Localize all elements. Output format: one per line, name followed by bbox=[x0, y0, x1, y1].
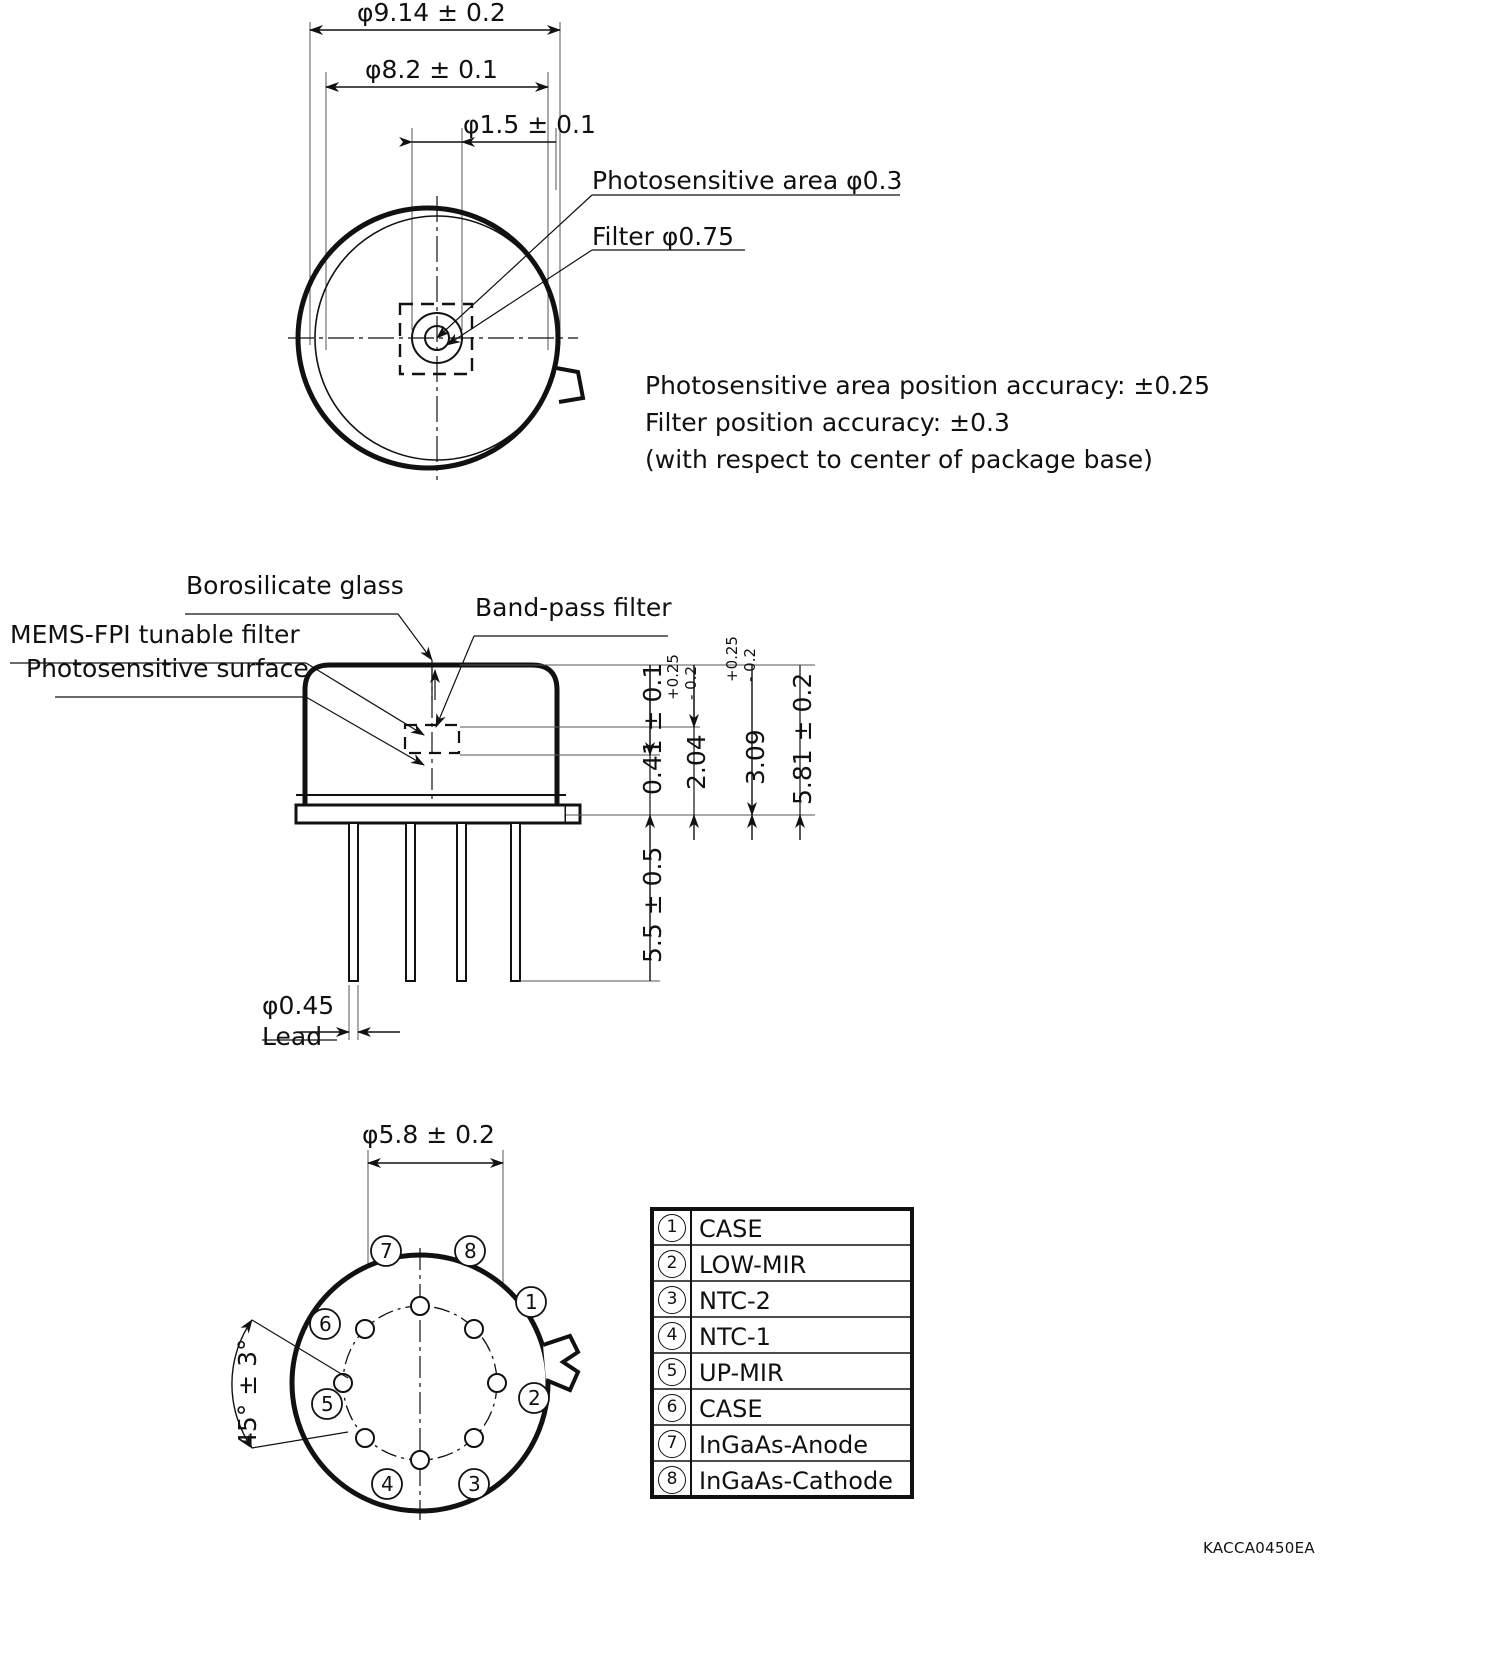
pin-table-row-number bbox=[658, 1394, 686, 1422]
dim-inner-diameter: φ8.2 ± 0.1 bbox=[365, 55, 498, 84]
label-borosilicate-glass: Borosilicate glass bbox=[186, 571, 404, 600]
pin-table-row-number bbox=[658, 1214, 686, 1242]
circled-number-icon: 3 bbox=[658, 1286, 686, 1314]
circled-number-icon: 4 bbox=[658, 1322, 686, 1350]
bottom-view-pin-callout-8: 8 bbox=[464, 1239, 477, 1263]
bottom-view-pin-callout-6: 6 bbox=[319, 1312, 332, 1336]
dim-lead-diameter: φ0.45 bbox=[262, 991, 335, 1020]
dim-center-hole: φ1.5 ± 0.1 bbox=[463, 110, 596, 139]
pin-table-row-name: CASE bbox=[699, 1215, 763, 1243]
bottom-view-group bbox=[232, 1150, 578, 1520]
pin-table-row-name: InGaAs-Anode bbox=[699, 1431, 868, 1459]
bottom-view-pin-callout-5: 5 bbox=[321, 1392, 334, 1416]
dim-3-09-upper-tolerance: +0.25 bbox=[723, 636, 741, 682]
pin-table-row-number bbox=[658, 1322, 686, 1350]
dim-pitch-circle: φ5.8 ± 0.2 bbox=[362, 1120, 495, 1149]
bottom-view-pin-callout-3: 3 bbox=[468, 1472, 481, 1496]
dim-3-09: 3.09 bbox=[741, 729, 770, 785]
pin-table-row-number bbox=[658, 1250, 686, 1278]
pin-table-row-number bbox=[658, 1358, 686, 1386]
bottom-view-pin-callout-1: 1 bbox=[525, 1290, 538, 1314]
bottom-view-pin-callout-2: 2 bbox=[528, 1386, 541, 1410]
label-band-pass-filter: Band-pass filter bbox=[475, 593, 672, 622]
label-lead: Lead bbox=[262, 1022, 323, 1051]
dim-5-81: 5.81 ± 0.2 bbox=[788, 672, 817, 805]
label-photosensitive-area: Photosensitive area φ0.3 bbox=[592, 166, 903, 195]
circled-number-icon: 7 bbox=[658, 1430, 686, 1458]
circled-number-icon: 1 bbox=[658, 1214, 686, 1242]
pin-table-row-name: CASE bbox=[699, 1395, 763, 1423]
label-photosensitive-surface: Photosensitive surface bbox=[26, 654, 309, 683]
dim-outer-diameter: φ9.14 ± 0.2 bbox=[357, 0, 506, 27]
pin-table-row-name: NTC-1 bbox=[699, 1323, 771, 1351]
bottom-view-pin-callout-7: 7 bbox=[380, 1239, 393, 1263]
pin-table-row-name: LOW-MIR bbox=[699, 1251, 807, 1279]
label-mems-fpi-tunable-filter: MEMS-FPI tunable filter bbox=[10, 620, 300, 649]
dim-2-04: 2.04 bbox=[682, 734, 711, 790]
dim-2-04-lower-tolerance: - 0.2 bbox=[682, 665, 700, 700]
dim-2-04-upper-tolerance: +0.25 bbox=[664, 654, 682, 700]
circled-number-icon: 2 bbox=[658, 1250, 686, 1278]
pin-table-row-number bbox=[658, 1430, 686, 1458]
bottom-view-pin-callout-4: 4 bbox=[381, 1472, 394, 1496]
note-reference-datum: (with respect to center of package base) bbox=[645, 445, 1153, 474]
pin-table-row-name: InGaAs-Cathode bbox=[699, 1467, 893, 1495]
dim-3-09-lower-tolerance: - 0.2 bbox=[741, 647, 759, 682]
dim-angle-45: 45° ± 3° bbox=[233, 1338, 262, 1448]
note-filter-accuracy: Filter position accuracy: ±0.3 bbox=[645, 408, 1010, 437]
pin-table-row-number bbox=[658, 1466, 686, 1494]
dim-5-5: 5.5 ± 0.5 bbox=[638, 846, 667, 963]
dim-0-41: 0.41 ± 0.1 bbox=[638, 662, 667, 795]
circled-number-icon: 8 bbox=[658, 1466, 686, 1494]
pin-table-row-number bbox=[658, 1286, 686, 1314]
label-filter-diameter: Filter φ0.75 bbox=[592, 222, 735, 251]
circled-number-icon: 5 bbox=[658, 1358, 686, 1386]
note-photosensitive-accuracy: Photosensitive area position accuracy: ±0.25 bbox=[645, 371, 1211, 400]
circled-number-icon: 6 bbox=[658, 1394, 686, 1422]
pin-table-row-name: UP-MIR bbox=[699, 1359, 784, 1387]
drawing-code: KACCA0450EA bbox=[1203, 1539, 1315, 1557]
pin-table-row-name: NTC-2 bbox=[699, 1287, 771, 1315]
